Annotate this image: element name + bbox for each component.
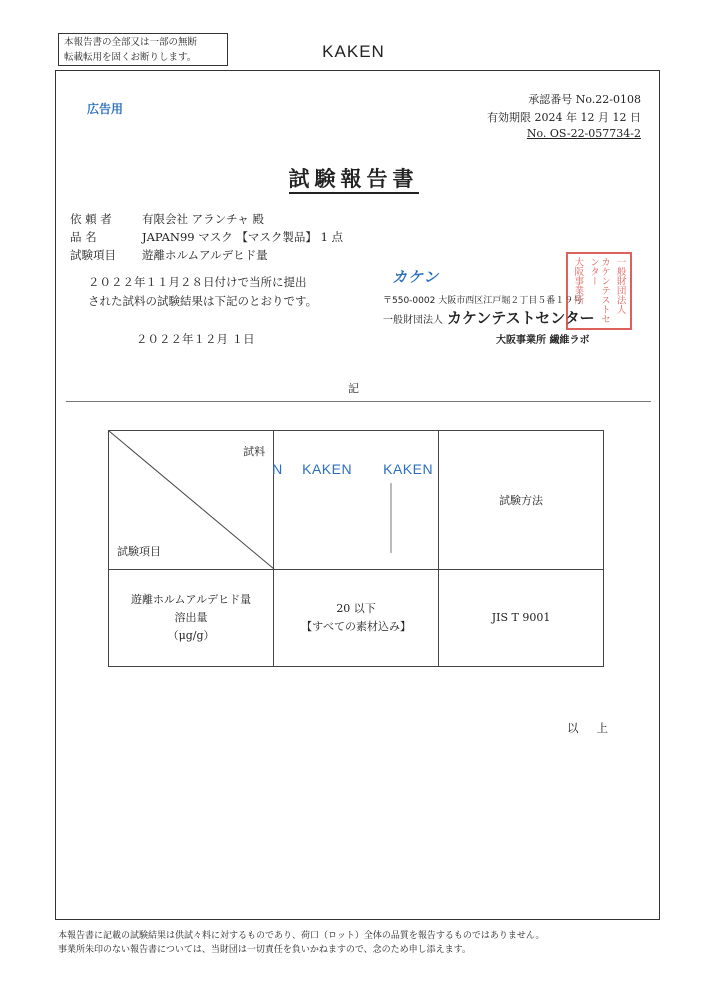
issuer-org-prefix: 一般財団法人 [383,315,443,326]
issuer-branch: 大阪事業所 繊維ラボ [496,335,590,346]
client-label: 依 頼 者 [70,212,112,226]
footer-line-2: 事業所朱印のない報告書については、当財団は一切責任を負いかねますので、念のため申し添えます。 [58,945,471,955]
body-line-2: された試料の試験結果は下記のとおりです。 [88,294,318,308]
official-seal [566,252,632,330]
seal-col-3: 大阪事業所 [572,257,584,305]
sample-stamp-cell [274,431,439,570]
item-line-1: 遊離ホルムアルデヒド量 [130,593,252,606]
results-table [108,430,604,667]
result-line-1: 20 以下 [336,602,376,615]
stamp-mid: KAKEN [302,461,353,477]
table-header-row [109,431,604,570]
product-label: 品 名 [70,230,97,244]
item-cell [109,570,274,667]
body-line-1: ２０２２年１１月２８日付けで当所に提出 [88,275,307,289]
document-title-text: 試験報告書 [289,167,419,194]
item-header: 試験項目 [117,545,161,558]
item-line-2: 溶出量 [174,611,208,624]
divider-line [66,401,651,402]
test-item-label: 試験項目 [70,248,116,262]
report-number: No. OS-22-057734-2 [526,127,641,140]
issue-date: ２０２２年１２月 １日 [136,332,255,346]
product-row [70,229,343,245]
seal-col-1: 一般財団法人 [614,257,626,314]
method-value: JIS T 9001 [439,570,604,667]
header-logo: KAKEN [322,42,385,61]
item-line-3: （μg/g） [167,629,215,642]
seal-col-2: カケンテストセンター [587,257,610,324]
notice-line-1: 本報告書の全部又は一部の無断 [64,37,198,48]
client-row [70,211,264,227]
test-item-row [70,247,268,263]
approval-number: 承認番号 No.22-0108 [528,93,641,106]
ad-label: 広告用 [87,102,124,116]
test-item-value: 遊離ホルムアルデヒド量 [142,248,268,262]
sample-header: 試料 [243,445,266,458]
validity-date: 有効期限 2024 年 12 月 12 日 [487,111,641,124]
result-row [109,570,604,667]
product-value: JAPAN99 マスク 【マスク製品】 1 点 [142,230,344,244]
document-title [0,163,707,193]
stamp-right: KAKEN [383,461,434,477]
issuer-org [383,307,595,328]
body-text [88,273,317,311]
issuer-org-name: カケンテストセンター [447,309,595,327]
kaken-logo: カケン [392,268,440,286]
footer-line-1: 本報告書に記載の試験結果は供試々料に対するものであり、荷口（ロット）全体の品質を報告するものではありません。 [58,931,545,941]
ki-marker: 記 [348,382,359,395]
client-value: 有限会社 アランチャ 殿 [142,212,264,226]
result-line-2: 【すべての素材込み】 [301,620,411,633]
sample-patch [330,483,392,553]
diagonal-header-cell [109,431,274,570]
closing-mark: 以上 [567,721,626,735]
stamp-left: N [272,461,283,477]
method-header: 試験方法 [439,431,604,570]
result-cell [274,570,439,667]
notice-line-2: 転載転用を固くお断りします。 [64,52,197,63]
issuer-address: 〒550-0002 大阪市西区江戸堀２丁目５番１９号 [383,296,583,306]
